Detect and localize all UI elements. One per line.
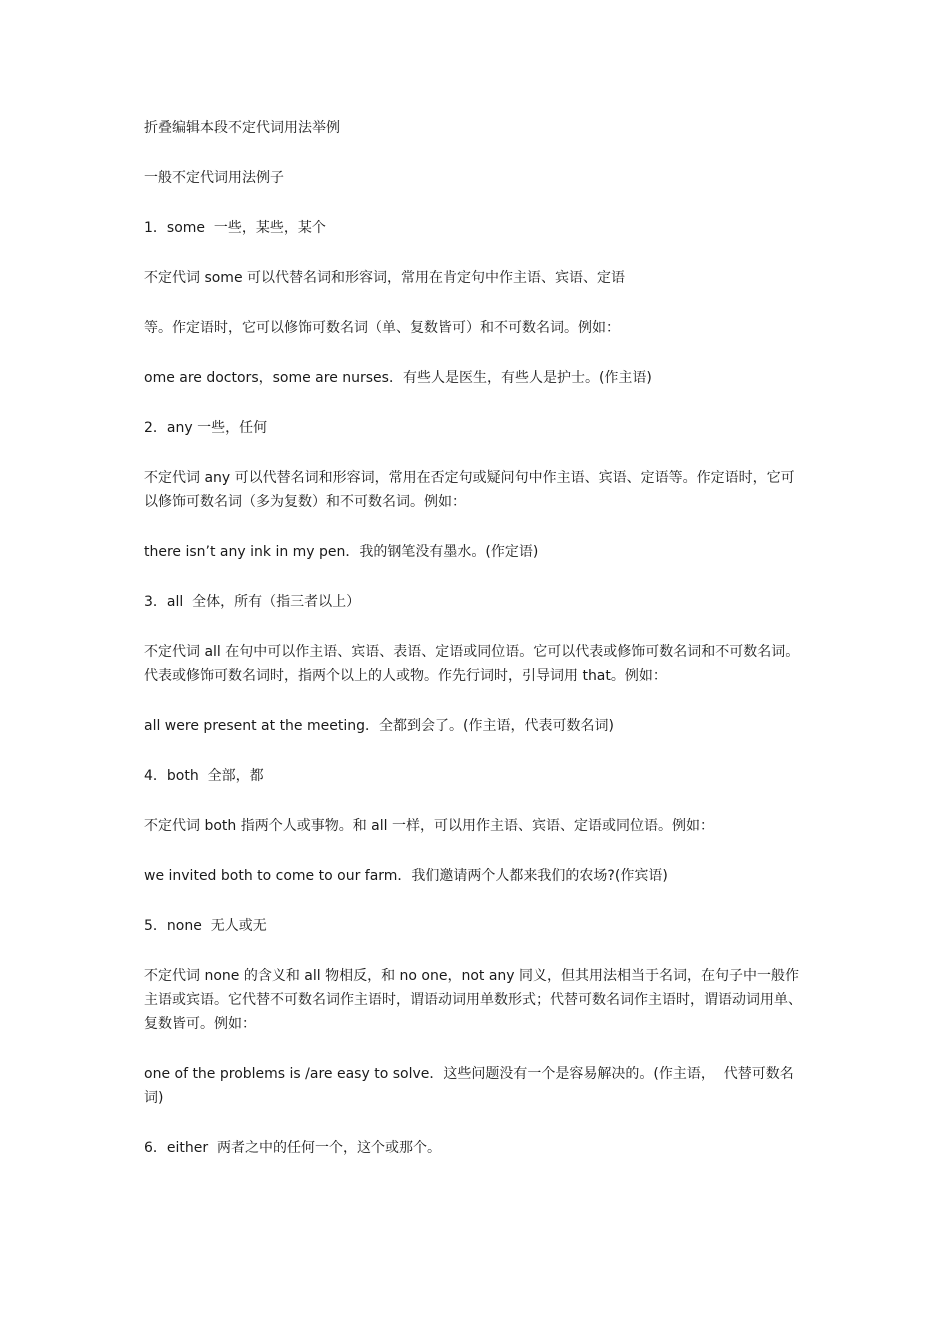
subsection-title: 一般不定代词用法例子 bbox=[144, 170, 284, 186]
item-heading-either: 6．either 两者之中的任何一个，这个或那个。 bbox=[144, 1140, 442, 1156]
paragraph-all: 不定代词 all 在句中可以作主语、宾语、表语、定语或同位语。它可以代表或修饰可数名词和不可数名词。代表或修饰可数名词时，指两个以上的人或物。作先行词时，引导词用 that。例如： bbox=[144, 644, 800, 684]
paragraph-both: 不定代词 both 指两个人或事物。和 all 一样，可以用作主语、宾语、定语或同位语。例如： bbox=[144, 818, 714, 834]
paragraph-any: 不定代词 any 可以代替名词和形容词，常用在否定句或疑问句中作主语、宾语、定语等。作定语时，它可以修饰可数名词（多为复数）和不可数名词。例如： bbox=[144, 470, 795, 510]
item-heading-any: 2．any 一些，任何 bbox=[144, 420, 268, 436]
item-heading-all: 3．all 全体，所有（指三者以上） bbox=[144, 594, 361, 610]
example-all: all were present at the meeting．全都到会了。(作主语，代表可数名词) bbox=[144, 718, 614, 734]
paragraph-some-2: 等。作定语时，它可以修饰可数名词（单、复数皆可）和不可数名词。例如： bbox=[144, 320, 620, 336]
section-title: 折叠编辑本段不定代词用法举例 bbox=[144, 120, 340, 136]
item-heading-none: 5．none 无人或无 bbox=[144, 918, 267, 934]
item-heading-some: 1．some 一些，某些，某个 bbox=[144, 220, 326, 236]
paragraph-none: 不定代词 none 的含义和 all 物相反，和 no one，not any 同义，但其用法相当于名词，在句子中一般作主语或宾语。它代替不可数名词作主语时，谓语动词用单数形式；代替可数名词作主语时，谓语动词用单、复数皆可。例如： bbox=[144, 968, 802, 1032]
example-any: there isn’t any ink in my pen．我的钢笔没有墨水。(作定语) bbox=[144, 544, 539, 560]
document-body bbox=[144, 116, 808, 1186]
item-heading-both: 4．both 全部，都 bbox=[144, 768, 264, 784]
paragraph-some-1: 不定代词 some 可以代替名词和形容词，常用在肯定句中作主语、宾语、定语 bbox=[144, 270, 626, 286]
example-both: we invited both to come to our farm．我们邀请两个人都来我们的农场?(作宾语) bbox=[144, 868, 668, 884]
example-some: ome are doctors，some are nurses．有些人是医生，有些人是护士。(作主语) bbox=[144, 370, 652, 386]
example-none: one of the problems is /are easy to solve．这些问题没有一个是容易解决的。(作主语， 代替可数名词) bbox=[144, 1066, 794, 1106]
